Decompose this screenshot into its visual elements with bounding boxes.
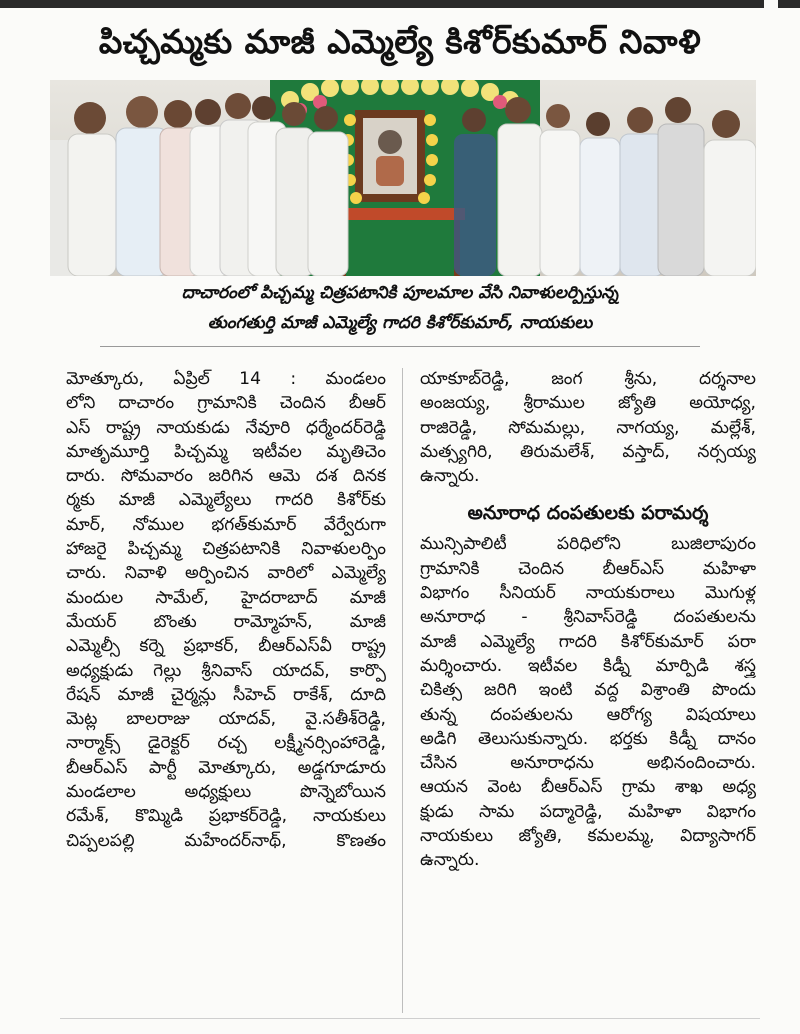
body-line: అంజయ్య, శ్రీరాముల జ్యోతి అయోధ్య, (420, 393, 756, 414)
body-line: మర్శించారు. ఇటీవల కిడ్నీ మార్పిడి శస్త్ర (420, 655, 756, 676)
bottom-rule (60, 1018, 760, 1019)
body-line: మండలాల అధ్యక్షులు పొన్నెబోయిన (66, 782, 386, 803)
body-line: చికిత్స జరిగి ఇంటి వద్ద విశ్రాంతి పొందు (420, 680, 756, 701)
caption-line-1: దాచారంలో పిచ్చమ్మ చిత్రపటానికి పూలమాల వేసి నివాళులర్పిస్తున్న (181, 283, 619, 303)
body-line: రమేశ్, కొమ్మిడి ప్రభాకర్‌రెడ్డి, నాయకులు (66, 806, 386, 827)
headline: పిచ్చమ్మకు మాజీ ఎమ్మెల్యే కిశోర్‌కుమార్ నివాళి (98, 22, 702, 61)
subheading: అనూరాధ దంపతులకు పరామర్శ (467, 502, 709, 525)
body-line: బీఆర్ఎస్ పార్టీ మోత్కూరు, అడ్డగూడూరు (66, 757, 386, 778)
body-line: రేషన్ మాజీ చైర్మన్లు సీహెచ్ రాకేశ్, దూది (66, 684, 386, 705)
top-rule (0, 0, 800, 8)
body-line: హాజరై పిచ్చమ్మ చిత్రపటానికి నివాళులర్పిం (66, 539, 386, 560)
photo-illustration (50, 80, 756, 276)
photo-caption (0, 278, 800, 338)
body-line: తున్న దంపతులను ఆరోగ్య విషయాలు (420, 704, 756, 725)
body-line: దారు. సోమవారం జరిగిన ఆమె దశ దినక (66, 466, 386, 487)
body-line: ఉన్నారు. (420, 466, 480, 487)
caption-divider (100, 346, 700, 347)
body-line: చారు. నివాళి అర్పించిన వారిలో ఎమ్మెల్యే (66, 563, 386, 584)
caption-line-2: తుంగతుర్తి మాజీ ఎమ్మెల్యే గాదరి కిశోర్‌కుమార్, నాయకులు (207, 313, 593, 333)
body-line: అడిగి తెలుసుకున్నారు. భర్తకు కిడ్నీ దానం (420, 728, 756, 749)
left-column (66, 367, 386, 853)
body-line: క్షుడు సామ పద్మారెడ్డి, మహిళా విభాగం (420, 801, 756, 822)
body-line: నార్మాక్స్ డైరెక్టర్ రచ్చ లక్ష్మీనర్సింహారెడ్డి, (66, 733, 386, 754)
right-column (420, 367, 756, 873)
body-line: మాజీ ఎమ్మెల్యే గాదరి కిశోర్‌కుమార్ పరా (420, 631, 756, 652)
column-divider (402, 368, 403, 1013)
body-line: మందుల సామేల్, హైదరాబాద్ మాజీ (66, 587, 386, 608)
body-line: ఎమ్మెల్సీ కర్నె ప్రభాకర్, బీఆర్ఎస్‌వీ రాష్ట్ర (66, 636, 386, 657)
body-line: రాజిరెడ్డి, సోమమల్లు, నాగయ్య, మల్లేశ్, (420, 417, 756, 438)
body-line: మాతృమూర్తి పిచ్చమ్మ ఇటీవల మృతిచెం (66, 441, 386, 462)
body-line: ఉన్నారు. (420, 850, 480, 871)
body-line: చేసిన అనూరాధను అభినందించారు. (420, 753, 756, 774)
body-line: చిప్పలపల్లి మహేందర్‌నాథ్, కొణతం (66, 830, 386, 851)
body-line: విభాగం సీనియర్ నాయకురాలు మొగుళ్ల (420, 583, 756, 604)
body-line: అనూరాధ - శ్రీనివాస్‌రెడ్డి దంపతులను (420, 607, 756, 628)
news-photo (50, 80, 756, 276)
body-line: లోని దాచారం గ్రామానికి చెందిన బీఆర్ (66, 393, 386, 414)
body-line: మున్సిపాలిటీ పరిధిలోని బుజిలాపురం (420, 534, 756, 555)
body-line: యాకూబ్‌రెడ్డి, జంగ శ్రీను, దర్శనాల (420, 369, 756, 389)
body-line: మార్, నోముల భగత్‌కుమార్ వేర్వేరుగా (66, 514, 386, 535)
body-line: మత్స్యగిరి, తిరుమలేశ్, వస్తాద్, నర్సయ్య (420, 441, 756, 462)
body-line: అధ్యక్షుడు గెల్లు శ్రీనివాస్ యాదవ్, కార్పొ (66, 660, 386, 681)
body-line: మేయర్ బొంతు రామ్మోహన్, మాజీ (66, 611, 386, 632)
body-line: ఆయన వెంట బీఆర్ఎస్ గ్రామ శాఖ అధ్య (420, 777, 756, 798)
body-line: ఎస్ రాష్ట్ర నాయకుడు నేవూరి ధర్మేందర్‌రెడ్డి (66, 417, 386, 438)
body-line: ర్మకు మాజీ ఎమ్మెల్యేలు గాదరి కిశోర్‌కు (66, 490, 386, 511)
body-line: గ్రామానికి చెందిన బీఆర్ఎస్ మహిళా (420, 558, 756, 579)
body-line: నాయకులు జ్యోతి, కమలమ్మ, విద్యాసాగర్ (420, 826, 756, 847)
body-line: మెట్ల బాలరాజు యాదవ్, వై.సతీశ్‌రెడ్డి, (66, 709, 386, 730)
body-line: మోత్కూరు, ఏప్రిల్ 14 : మండలం (66, 369, 386, 389)
